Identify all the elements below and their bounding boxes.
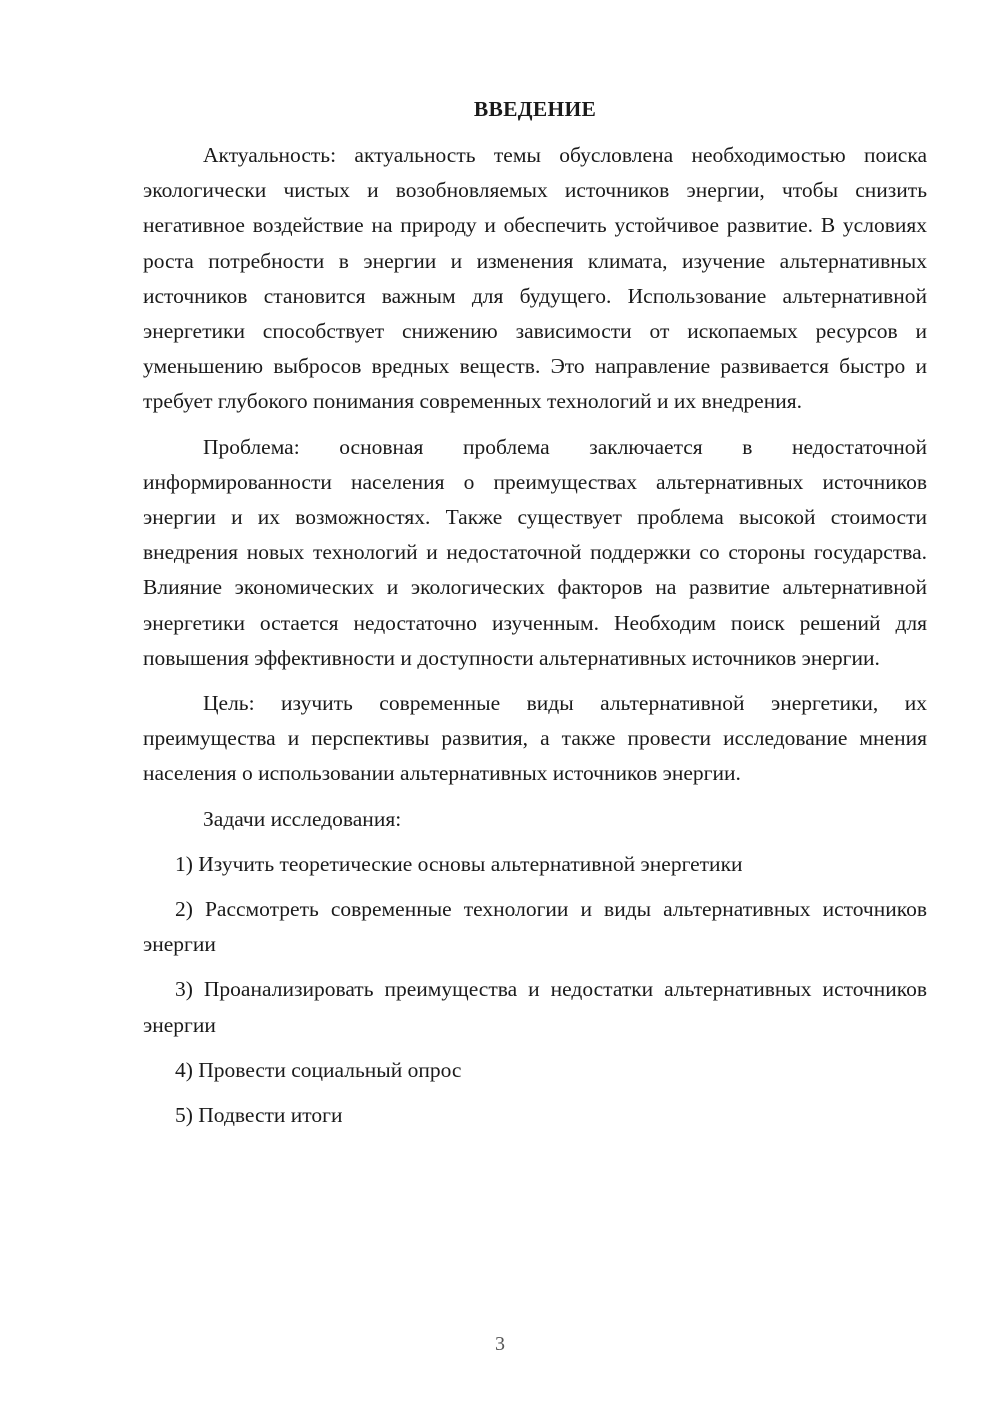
paragraph-problem: Проблема: основная проблема заключается в недостаточной информированности населения о преимуществах альтернативных источников энергии и их возможностях. Также существует проблема высокой стоимости внедрения новых технологий и недостаточной поддержки со стороны государства. Влияние экономических и экологических факторов на развитие альтернативной энергетики остается недостаточно изученным. Необходим поиск решений для повышения эффективности и доступности альтернативных источников энергии.	[143, 434, 927, 670]
page-number: 3	[495, 1333, 505, 1355]
page-content	[143, 92, 927, 1143]
task-item: 2) Рассмотреть современные технологии и виды альтернативных источников энергии	[143, 897, 927, 957]
task-item: 1) Изучить теоретические основы альтернативной энергетики	[175, 851, 743, 876]
paragraph-relevance: Актуальность: актуальность темы обусловлена необходимостью поиска экологически чистых и возобновляемых источников энергии, чтобы снизить негативное воздействие на природу и обеспечить устойчивое развитие. В условиях роста потребности в энергии и изменения климата, изучение альтернативных источников становится важным для будущего. Использование альтернативной энергетики способствует снижению зависимости от ископаемых ресурсов и уменьшению выбросов вредных веществ. Это направление развивается быстро и требует глубокого понимания современных технологий и их внедрения.	[143, 143, 927, 414]
tasks-heading: Задачи исследования:	[203, 806, 402, 831]
tasks-list	[143, 847, 927, 1133]
task-item: 5) Подвести итоги	[175, 1103, 343, 1128]
paragraph-goal: Цель: изучить современные виды альтернативной энергетики, их преимущества и перспективы развития, а также провести исследование мнения населения о использовании альтернативных источников энергии.	[143, 691, 927, 786]
page-title: ВВЕДЕНИЕ	[473, 97, 597, 121]
task-item: 3) Проанализировать преимущества и недостатки альтернативных источников энергии	[143, 977, 927, 1037]
task-item: 4) Провести социальный опрос	[175, 1057, 462, 1082]
